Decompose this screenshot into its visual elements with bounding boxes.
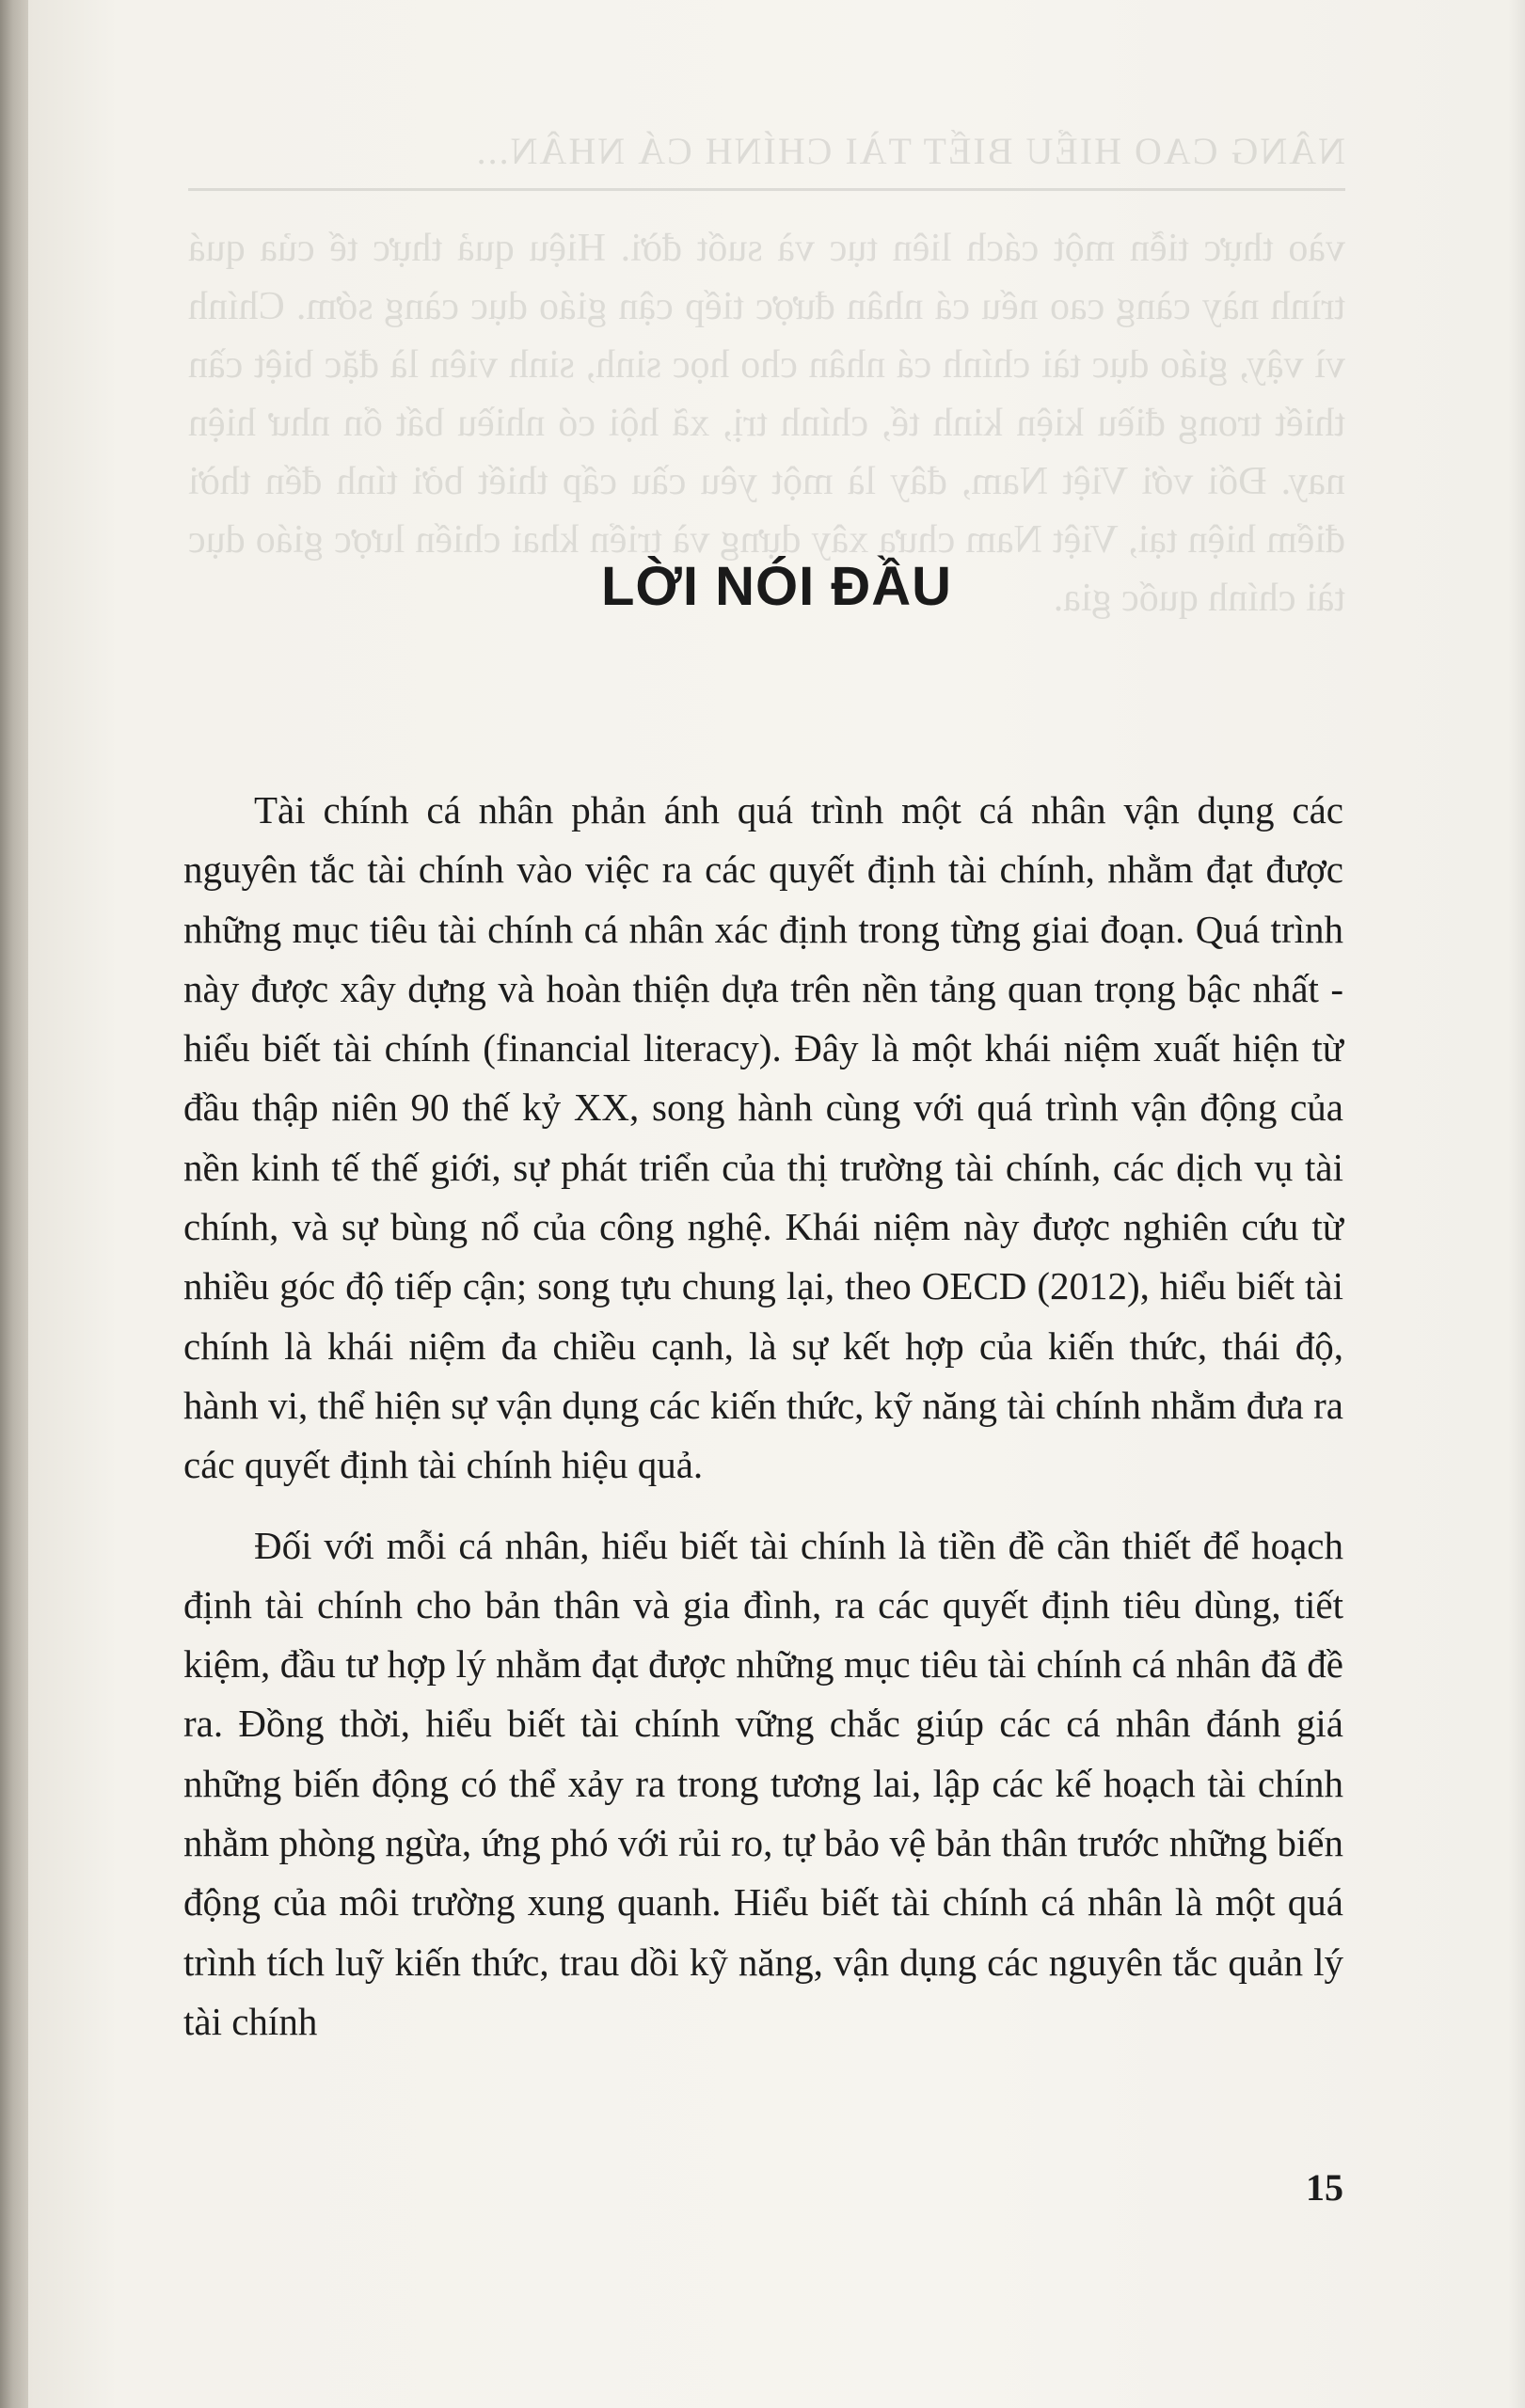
show-through-running-header: NÂNG CAO HIỂU BIẾT TÀI CHÍNH CÁ NHÂN...: [188, 122, 1345, 191]
page-edge-shadow: [1508, 0, 1525, 2408]
body-text: [183, 781, 1343, 2052]
book-page: [28, 0, 1525, 2408]
page-number: 15: [1306, 2166, 1343, 2209]
paragraph-1: Tài chính cá nhân phản ánh quá trình một cá nhân vận dụng các nguyên tắc tài chính vào việc ra các quyết định tài chính, nhằm đạt được những mục tiêu tài chính cá nhân xác định trong từng giai đoạn. Quá trình này được xây dựng và hoàn thiện dựa trên nền tảng quan trọng bậc nhất - hiểu biết tài chính (financial literacy). Đây là một khái niệm xuất hiện từ đầu thập niên 90 thế kỷ XX, song hành cùng với quá trình vận động của nền kinh tế thế giới, sự phát triển của thị trường tài chính, các dịch vụ tài chính, và sự bùng nổ của công nghệ. Khái niệm này được nghiên cứu từ nhiều góc độ tiếp cận; song tựu chung lại, theo OECD (2012), hiểu biết tài chính là khái niệm đa chiều cạnh, là sự kết hợp của kiến thức, thái độ, hành vi, thể hiện sự vận dụng các kiến thức, kỹ năng tài chính nhằm đưa ra các quyết định tài chính hiệu quả.: [183, 788, 1343, 1487]
paragraph-2: Đối với mỗi cá nhân, hiểu biết tài chính là tiền đề cần thiết để hoạch định tài chính cho bản thân và gia đình, ra các quyết định tiêu dùng, tiết kiệm, đầu tư hợp lý nhằm đạt được những mục tiêu tài chính cá nhân đã đề ra. Đồng thời, hiểu biết tài chính vững chắc giúp các cá nhân đánh giá những biến động có thể xảy ra trong tương lai, lập các kế hoạch tài chính nhằm phòng ngừa, ứng phó với rủi ro, tự bảo vệ bản thân trước những biến động của môi trường xung quanh. Hiểu biết tài chính cá nhân là một quá trình tích luỹ kiến thức, trau dồi kỹ năng, vận dụng các nguyên tắc quản lý tài chính: [183, 1523, 1343, 2043]
show-through-text: vào thực tiễn một cách liên tục và suốt đời. Hiệu quả thực tế của quá trình này càng cao nếu cá nhân được tiếp cận giáo dục càng sớm. Chính vì vậy, giáo dục tài chính cá nhân cho học sinh, sinh viên là đặc biệt cần thiết trong điều kiện kinh tế, chính trị, xã hội có nhiều bất ổn như hiện nay. Đối với Việt Nam, đây là một yêu cầu cấp thiết bởi tính đến thời điểm hiện tại, Việt Nam chưa xây dựng và triển khai chiến lược giáo dục tài chính quốc gia.: [188, 227, 1345, 620]
book-spine: [0, 0, 28, 2408]
chapter-title: LỜI NÓI ĐẦU: [600, 556, 953, 617]
